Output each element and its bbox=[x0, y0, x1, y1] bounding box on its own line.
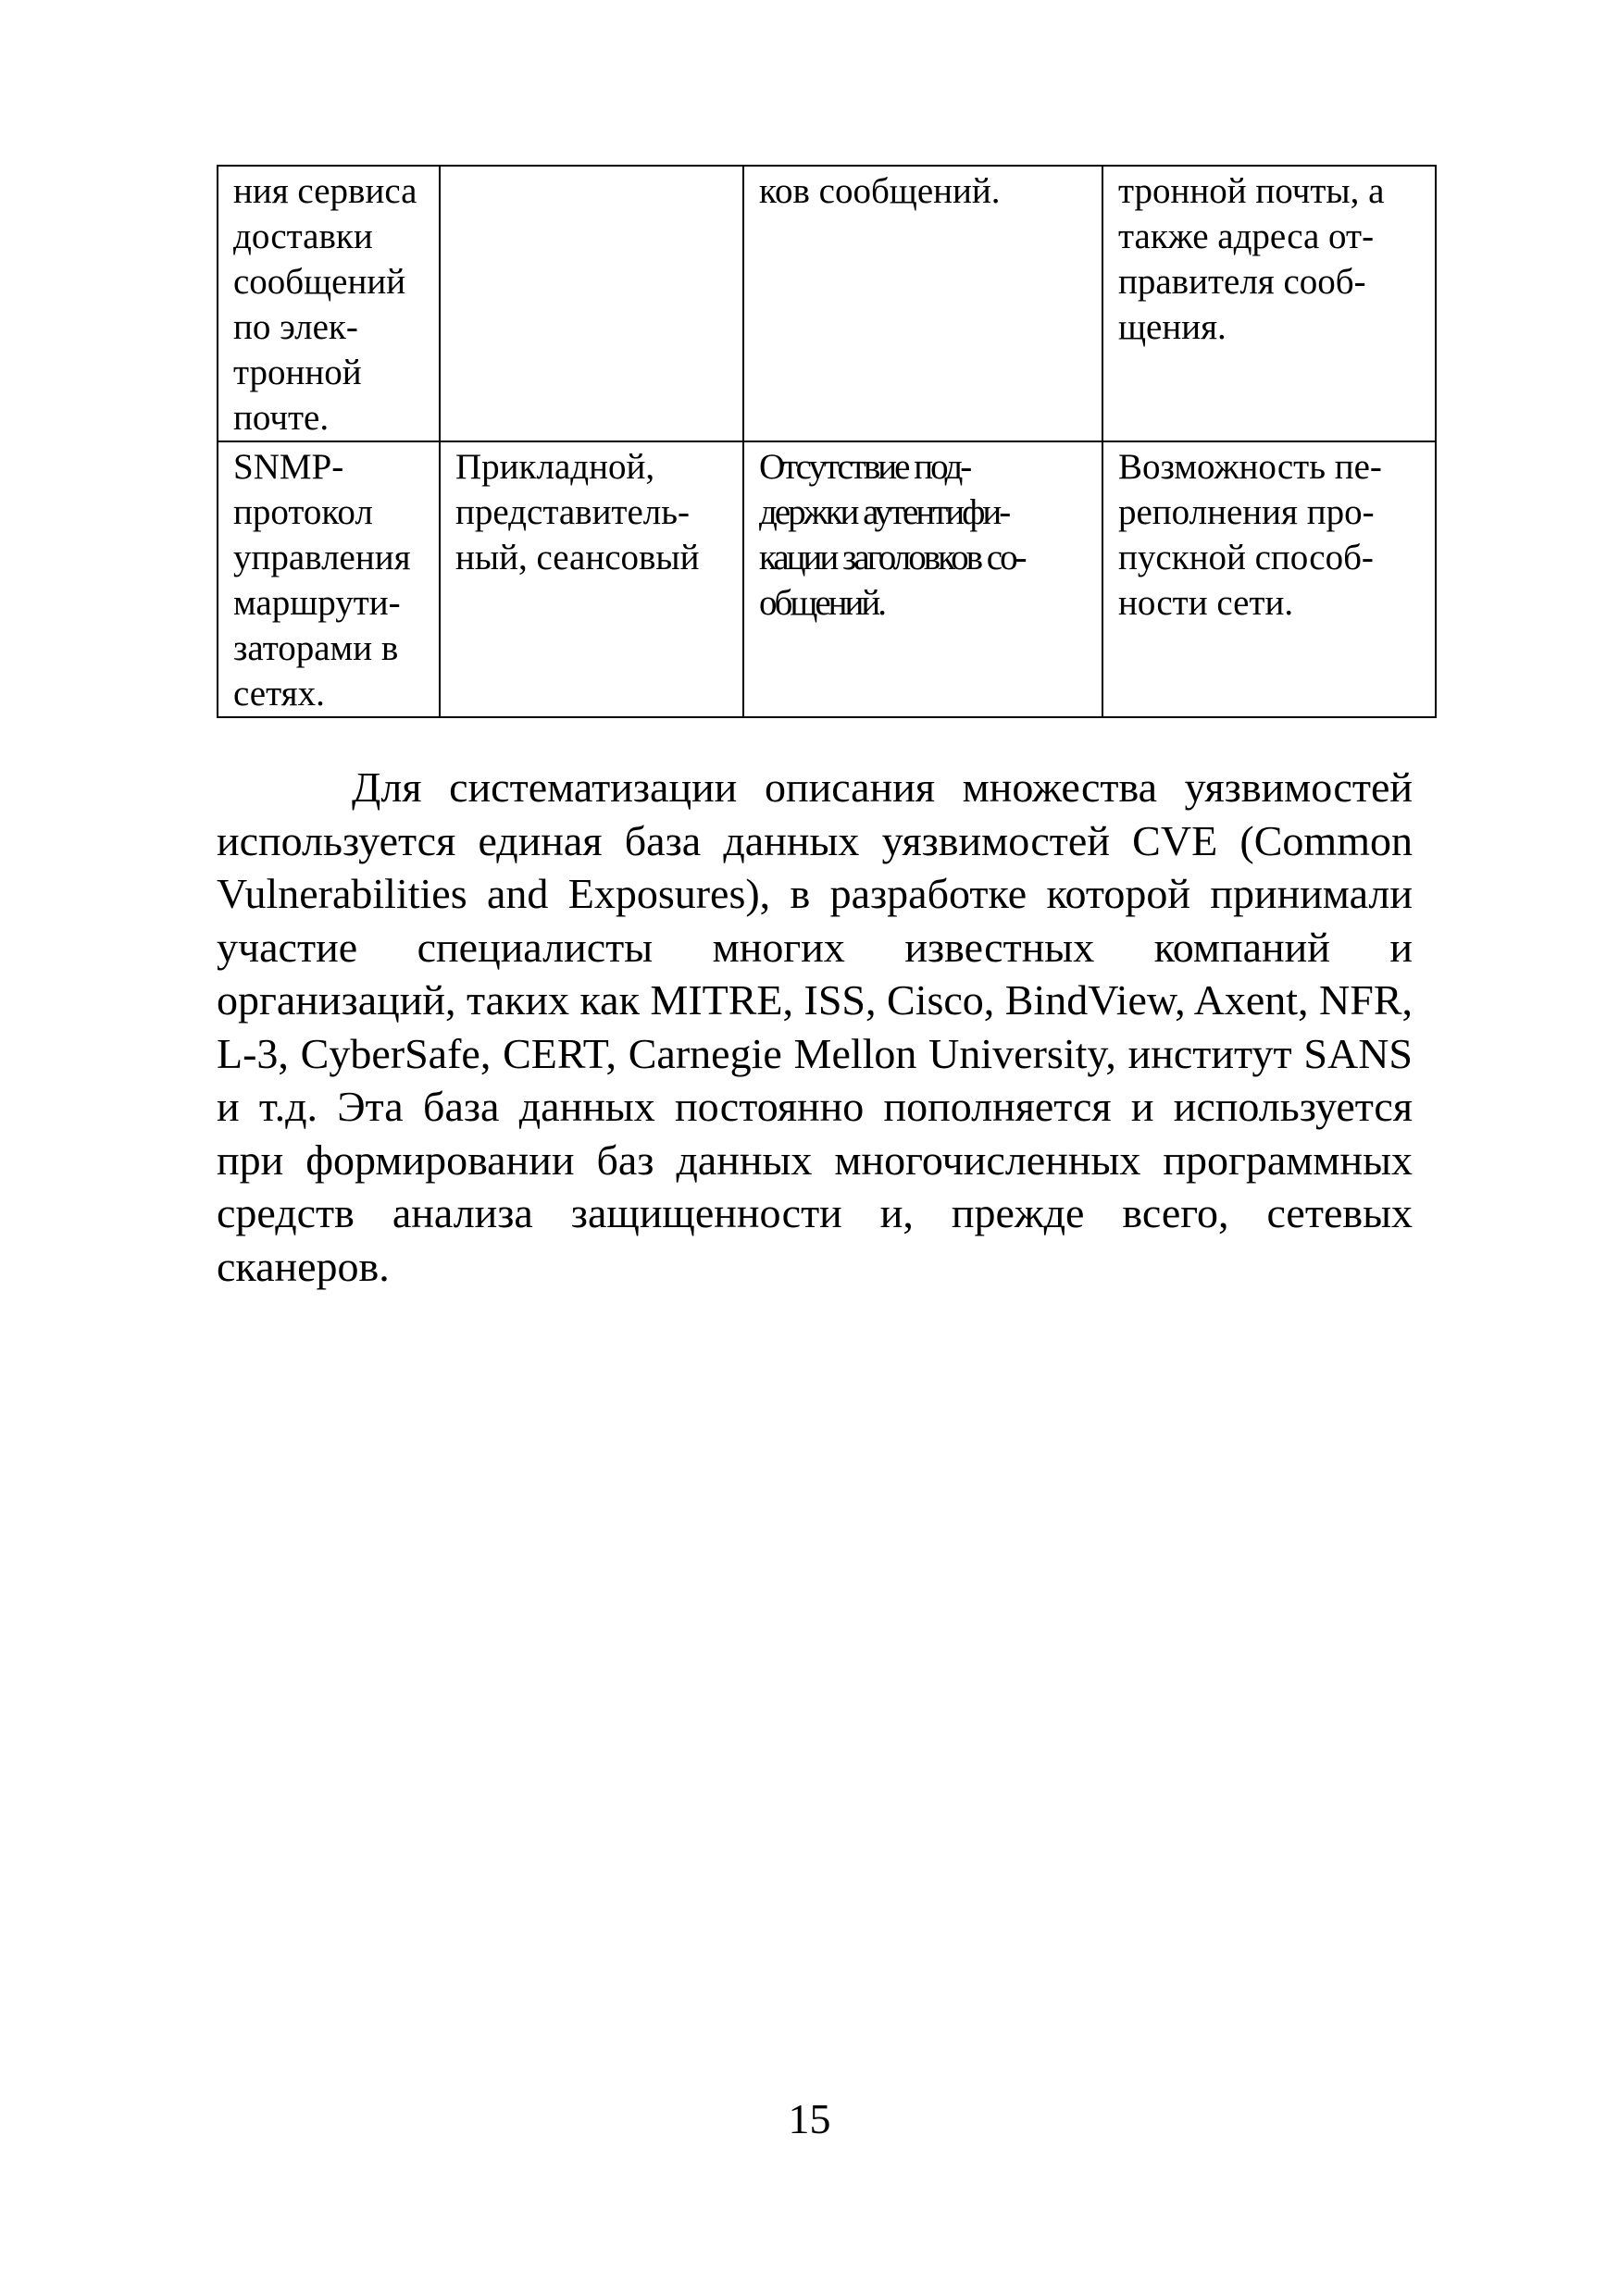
table-row bbox=[218, 166, 1436, 441]
page-number: 15 bbox=[788, 2095, 831, 2142]
body-paragraph: Для систематизации описания множества уязвимостей используется единая база данных уязвимостей CVE (Common Vulnerabilities and Exposures), в разработке которой принимали участие специалисты многих известных компаний и организаций, таких как MITRE, ISS, Cisco, BindView, Axent, NFR, L-3, CyberSafe, CERT, Carnegie Mellon University, институт SANS и т.д. Эта база данных постоянно пополняется и используется при формировании баз данных многочисленных программных средств анализа защищенности и, прежде всего, сетевых сканеров. bbox=[217, 763, 1413, 1290]
table-cell-vulnerability: ков сообщений. bbox=[743, 166, 1102, 441]
table-cell-osi-level: Прикладной, представитель- ный, сеансовый bbox=[440, 441, 743, 717]
table-cell-consequence: тронной почты, а также адреса от- правителя сооб- щения. bbox=[1102, 166, 1436, 441]
table-row bbox=[218, 441, 1436, 717]
table-cell-protocol: ния сервиса доставки сообщений по элек- тронной почте. bbox=[218, 166, 440, 441]
vulnerabilities-table bbox=[217, 165, 1437, 718]
table-cell-consequence: Возможность пе- реполнения про- пускной способ- ности сети. bbox=[1102, 441, 1436, 717]
table-cell-protocol: SNMP- протокол управления маршрути- заторами в сетях. bbox=[218, 441, 440, 717]
table-cell-osi-level bbox=[440, 166, 743, 441]
table-cell-text: Отсутствие под- держки аутентифи- кации заголовков со- общений. bbox=[759, 447, 1025, 623]
table-cell-vulnerability bbox=[743, 441, 1102, 717]
